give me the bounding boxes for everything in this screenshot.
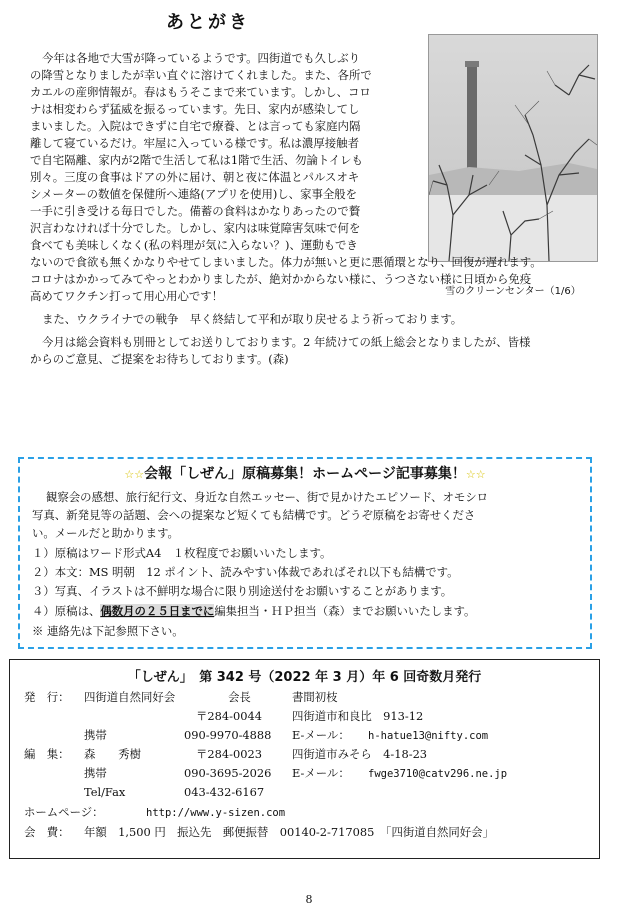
afterword-line: 離して寝ているだけ。牢屋に入っている様です。私は濃厚接触者 <box>30 136 359 150</box>
snow-photo-image <box>429 35 597 261</box>
afterword-line: また、ウクライナでの戦争 早く終結して平和が取り戻せるよう祈っております。 <box>42 312 463 326</box>
publication-info-box <box>9 659 600 859</box>
call-item-2: ２）本文：MS 明朝 12 ポイント、読みやすい体裁であればそれ以下も結構です。 <box>32 565 459 579</box>
photo-caption: 雪のクリーンセンター（1/6） <box>445 286 581 297</box>
star-icon: ☆☆ <box>465 468 486 481</box>
afterword-line: からのご意見、ご提案をお待ちしております。(森) <box>30 352 289 366</box>
afterword-line: 今月は総会資料も別冊としてお送りしております。2 年続けての紙上総会となりましたが、皆様 <box>42 335 531 349</box>
page-number: 8 <box>305 893 313 906</box>
publisher-email: h-hatue13@nifty.com <box>368 730 489 742</box>
call-item-4-post: 編集担当・ＨＰ担当（森）までお願いいたします。 <box>214 604 476 618</box>
manuscript-call-heading <box>20 463 590 483</box>
afterword-line: 沢言わなければ十分でした。しかし、家内は味覚障害気味で何を <box>30 221 361 235</box>
afterword-line: ないので食欲も無くかなりやせてしまいました。体力が無いと更に悪循環となり、回復が遅れます。 <box>30 255 542 269</box>
afterword-line: 一手に引き受ける毎日でした。備蓄の食料はかなりあったので贅 <box>30 204 361 218</box>
publisher-name: 四街道自然同好会 <box>84 690 176 704</box>
publisher-zip: 〒284-0044 <box>196 709 262 723</box>
afterword-line: ナは相変わらず猛威を振るっています。先日、家内が感染してし <box>30 102 360 116</box>
editor-mobile: 090-3695-2026 <box>184 766 272 780</box>
afterword-line: 今年は各地で大雪が降っているようです。四街道でも久しぶり <box>42 51 361 65</box>
afterword-line: まいました。入院はできずに自宅で療養、とは言っても家庭内隔 <box>30 119 361 133</box>
publisher-address: 四街道市和良比 913-12 <box>292 709 424 723</box>
president-label: 会長 <box>228 690 251 704</box>
editor-email: fwge3710@catv296.ne.jp <box>368 768 508 780</box>
issue-heading: 「しぜん」 第 342 号（2022 年 3 月）年 6 回奇数月発行 <box>127 670 482 685</box>
afterword-line: シメーターの数値を保健所へ連絡(アプリを使用)し、家事全般を <box>30 187 358 201</box>
afterword-line: 食べても美味しくなく(私の料理が気に入らない？)、運動もでき <box>30 238 358 252</box>
manuscript-call-box <box>18 457 592 649</box>
publisher-mobile: 090-9970-4888 <box>184 728 272 742</box>
fee-details: 年額 1,500 円 振込先 郵便振替 00140-2-717085 「四街道自然同好会」 <box>84 825 494 839</box>
call-line: 観察会の感想、旅行紀行文、身近な自然エッセー、街で見かけたエピソード、オモシロ <box>46 490 489 504</box>
homepage-label: ホームページ： <box>24 805 104 819</box>
fee-label: 会 費： <box>24 825 70 839</box>
afterword-line: コロナはかかってみてやっとわかりましたが、絶対かからない様に、うつさない様に日頃から免疫 <box>30 272 532 286</box>
editor-name: 森 秀樹 <box>84 747 141 761</box>
publisher-mobile-label: 携帯 <box>84 728 107 742</box>
publisher-label: 発 行： <box>24 690 70 704</box>
call-item-4 <box>32 604 475 619</box>
editor-email-label: E-メール： <box>292 766 350 780</box>
deadline-highlight: 偶数月の２５日までに <box>100 604 215 618</box>
editor-mobile-label: 携帯 <box>84 766 107 780</box>
president-name: 書間初枝 <box>292 690 338 704</box>
call-heading-text: 会報「しぜん」原稿募集！ホームページ記事募集！ <box>144 466 466 482</box>
call-line: い。メールだと助かります。 <box>32 526 179 540</box>
call-item-3: ３）写真、イラストは不鮮明な場合に限り別途送付をお願いすることがあります。 <box>32 584 453 598</box>
telfax-number: 043-432-6167 <box>184 785 265 799</box>
call-item-1: １）原稿はワード形式A4 １枚程度でお願いいたします。 <box>32 546 332 560</box>
afterword-line: カエルの産卵情報が。春はもうそこまで来ています。しかし、コロ <box>30 85 371 99</box>
afterword-line: の降雪となりましたが幸い直ぐに溶けてくれました。また、各所で <box>30 68 372 82</box>
snow-clean-center-photo <box>428 34 598 262</box>
afterword-title: あとがき <box>166 12 250 33</box>
call-item-4-pre: ４）原稿は、 <box>32 604 101 618</box>
editor-address: 四街道市みそら 4-18-23 <box>292 747 428 761</box>
editor-label: 編 集： <box>24 747 70 761</box>
telfax-label: Tel/Fax <box>84 785 126 799</box>
homepage-url[interactable]: http://www.y-sizen.com <box>146 807 286 819</box>
publisher-email-label: E-メール： <box>292 728 350 742</box>
afterword-line: 高めてワクチン打って用心用心です！ <box>30 289 224 303</box>
call-note: ※ 連絡先は下記参照下さい。 <box>32 624 184 638</box>
editor-zip: 〒284-0023 <box>196 747 262 761</box>
afterword-line: で自宅隔離、家内が2階で生活して私は1階で生活、勿論トイレも <box>30 153 363 167</box>
afterword-line: 別々。三度の食事はドアの外に届け、朝と夜に体温とパルスオキ <box>30 170 360 184</box>
star-icon: ☆☆ <box>124 468 145 481</box>
call-line: 写真、新発見等の話題、会への提案など短くても結構です。どうぞ原稿をお寄せくださ <box>32 508 476 522</box>
